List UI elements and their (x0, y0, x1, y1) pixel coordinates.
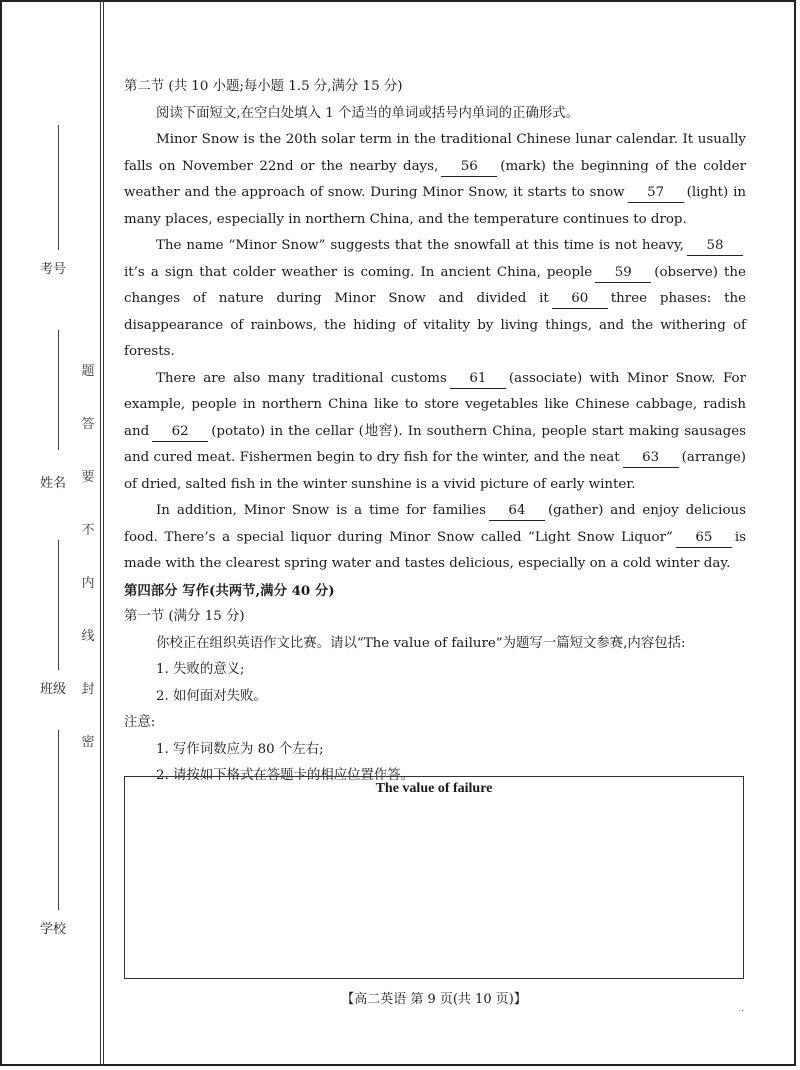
exam-no-line (58, 125, 59, 250)
blank-60[interactable]: 60 (552, 290, 608, 309)
blank-57[interactable]: 57 (628, 184, 684, 203)
writing-prompt: 你校正在组织英语作文比赛。请以“The value of failure”为题写一篇短文参赛,内容包括: (156, 635, 686, 651)
school-line (58, 730, 59, 910)
writing-point: 2. 如何面对失败。 (156, 688, 267, 704)
blank-62[interactable]: 62 (152, 423, 208, 442)
name-label: 姓名 (40, 476, 67, 491)
blank-65[interactable]: 65 (676, 529, 732, 548)
blank-64[interactable]: 64 (489, 502, 545, 521)
class-line (58, 540, 59, 670)
notes-label: 注意: (124, 715, 156, 730)
seal-line-text: 题 答 要 不 内 线 封 密 (81, 364, 95, 750)
blank-56[interactable]: 56 (441, 158, 497, 177)
answer-box-title: The value of failure (375, 781, 493, 796)
paragraph-1: Minor Snow is the 20th solar term in the traditional Chinese lunar calendar. It usually falls on November 22nd or the nearby days, 56 (mark) the beginning of the colder weather and the approach of snow. During Minor Snow, it starts to snow 57 (light) in many places, especially in northern China, and the temperature continues to drop. (124, 132, 747, 227)
section2-instruction: 阅读下面短文,在空白处填入 1 个适当的单词或括号内单词的正确形式。 (156, 105, 580, 121)
blank-58[interactable]: 58 (687, 237, 743, 256)
paragraph-3: There are also many traditional customs 61 (associate) with Minor Snow. For example, people in northern China like to store vegetables like Chinese cabbage, radish and 62 (potato) in the cellar (地窖). In southern China, people start making sausages and cured meat. Fishermen begin to dry fish for the winter, and the neat 63 (arrange) of dried, salted fish in the winter sunshine is a vivid picture of early winter. (124, 370, 746, 492)
school-label: 学校 (40, 922, 67, 937)
blank-59[interactable]: 59 (595, 264, 651, 283)
blank-63[interactable]: 63 (623, 449, 679, 468)
binding-line-inner (103, 0, 104, 1066)
answer-box[interactable] (124, 776, 744, 979)
writing-point: 1. 失败的意义; (156, 662, 245, 677)
name-line (58, 330, 59, 450)
exam-no-label: 考号 (40, 262, 67, 277)
part4-heading: 第四部分 写作(共两节,满分 40 分) (124, 582, 335, 599)
section2-heading: 第二节 (共 10 小题;每小题 1.5 分,满分 15 分) (124, 79, 403, 94)
footer-dots: .. (738, 1003, 745, 1014)
class-label: 班级 (40, 682, 67, 697)
binding-line-outer (100, 0, 101, 1066)
part4-subheading: 第一节 (满分 15 分) (124, 609, 245, 624)
page-content (124, 74, 746, 790)
paragraph-4: In addition, Minor Snow is a time for families 64 (gather) and enjoy delicious food. There’s a special liquor during Minor Snow called “Light Snow Liquor” 65 is made with the clearest spring water and tastes delicious, especially on a cold winter day. (124, 503, 747, 571)
note-item: 2. 请按如下格式在答题卡的相应位置作答。 (156, 768, 415, 783)
paragraph-2: The name “Minor Snow” suggests that the snowfall at this time is not heavy, 58it’s a sign that colder weather is coming. In ancient China, people 59 (observe) the changes of nature during Minor Snow and divided it 60 three phases: the disappearance of rainbows, the hiding of vitality by living things, and the withering of forests. (124, 238, 747, 359)
blank-61[interactable]: 61 (450, 370, 506, 389)
page-footer: 【高二英语 第 9 页(共 10 页)】 (341, 992, 527, 1007)
note-item: 1. 写作词数应为 80 个左右; (156, 741, 324, 757)
